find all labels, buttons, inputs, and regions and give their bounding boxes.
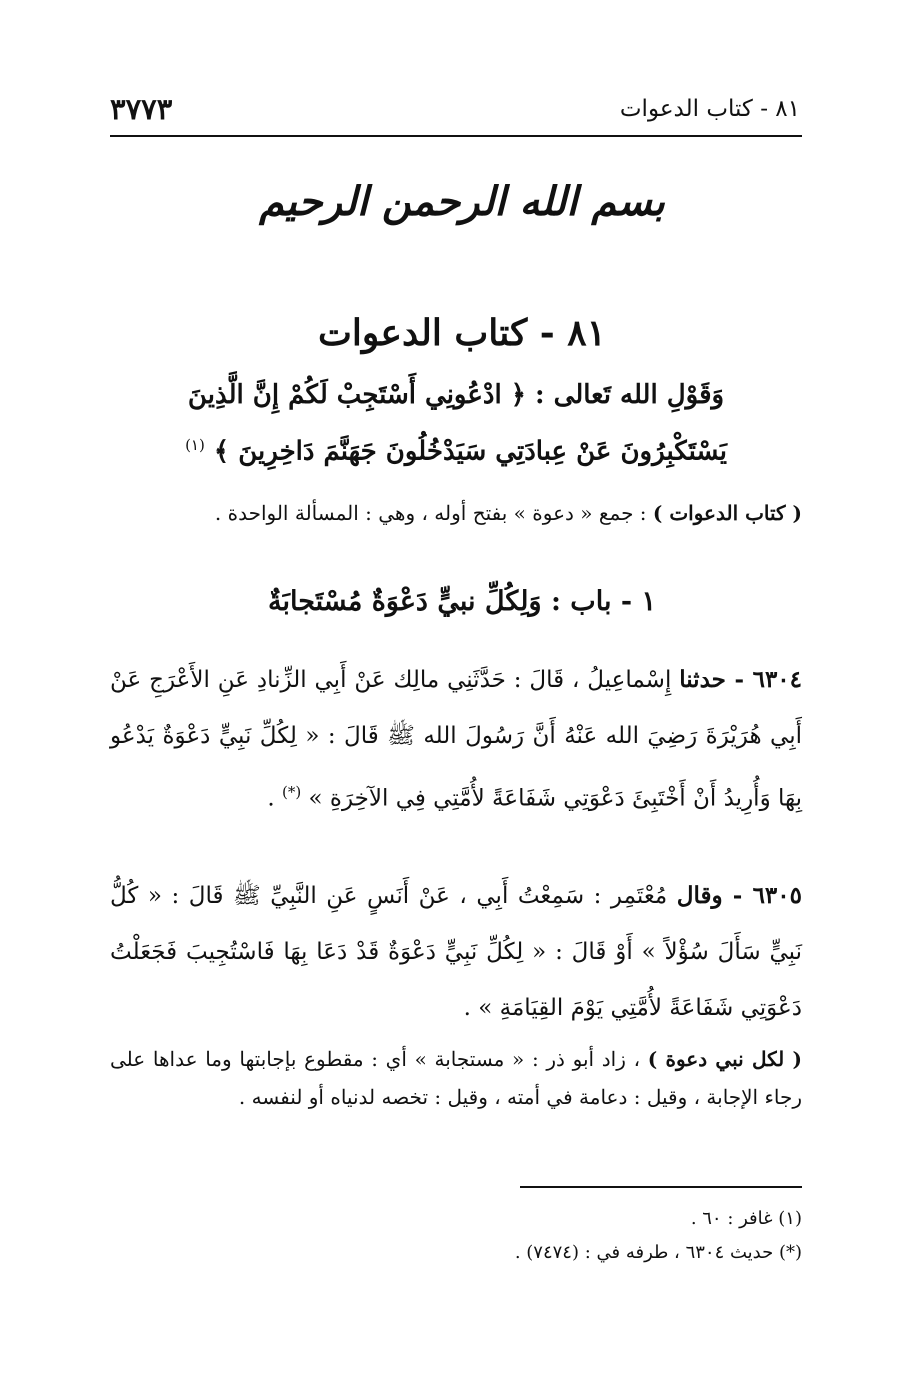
page-header bbox=[110, 92, 800, 132]
quran-verse-line-1 bbox=[110, 380, 802, 410]
commentary-text: : جمع « دعوة » بفتح أوله ، وهي : المسألة الواحدة . bbox=[214, 501, 653, 525]
basmala-calligraphy: بسم الله الرحمن الرحيم bbox=[259, 178, 665, 225]
hadith-6304-number: ٦٣٠٤ - حدثنا bbox=[679, 666, 803, 693]
chapter-title: ٨١ - كتاب الدعوات bbox=[318, 312, 606, 354]
verse-text-1: وَقَوْلِ الله تَعالى : ﴿ ادْعُونِي أَسْتَجِبْ لَكُمْ إِنَّ الَّذِينَ bbox=[187, 380, 725, 410]
running-title: ٨١ - كتاب الدعوات bbox=[619, 96, 800, 122]
footnote-divider bbox=[520, 1186, 802, 1188]
commentary-lemma: ( كتاب الدعوات ) bbox=[652, 501, 802, 525]
commentary-text-2: ، زاد أبو ذر : « مستجابة » أي : مقطوع بإجابتها وما عداها على رجاء الإجابة ، وقيل : دعامة في أمته ، وقيل : تخصه لدنياه أو لنفسه . bbox=[110, 1047, 802, 1109]
footnote-ref-1: (١) bbox=[185, 436, 205, 454]
verse-text-2: يَسْتَكْبِرُونَ عَنْ عِبادَتِي سَيَدْخُلُونَ جَهَنَّمَ دَاخِرِينَ ﴾ bbox=[213, 436, 727, 467]
footnote-ref-star: (*) bbox=[282, 783, 302, 801]
footnote-1: (١) غافر : ٦٠ . bbox=[690, 1208, 802, 1229]
hadith-6304 bbox=[110, 652, 802, 827]
page-number: ٣٧٧٣ bbox=[110, 92, 173, 126]
commentary-chapter bbox=[110, 494, 802, 532]
hadith-6305-number: ٦٣٠٥ - وقال bbox=[676, 882, 802, 909]
quran-verse-line-2 bbox=[110, 436, 802, 467]
hadith-6304-text: إِسْماعِيلُ ، قَالَ : حَدَّثَنِي مالِك عَنْ أَبِي الزِّنادِ عَنِ الأَعْرَجِ عَنْ أَبِي هُرَيْرَةَ رَضِيَ الله عَنْهُ أَنَّ رَسُولَ الله ﷺ قَالَ : « لِكُلِّ نَبِيٍّ دَعْوَةٌ يَدْعُو بِهَا وَأُرِيدُ أَنْ أَخْتَبِئَ دَعْوَتِي شَفَاعَةً لأُمَّتِي فِي الآخِرَةِ » bbox=[110, 667, 802, 812]
commentary-bab bbox=[110, 1040, 802, 1116]
hadith-6305-text: مُعْتَمِر : سَمِعْتُ أَبِي ، عَنْ أَنَسٍ عَنِ النَّبِيِّ ﷺ قَالَ : « كُلُّ نَبِيٍّ سَأَلَ سُؤْلاً » أَوْ قَالَ : « لِكُلِّ نَبِيٍّ دَعْوَةٌ قَدْ دَعَا بِهَا فَاسْتُجِيبَ فَجَعَلْتُ دَعْوَتِي شَفَاعَةً لأُمَّتِي يَوْمَ القِيَامَةِ » . bbox=[110, 883, 802, 1021]
commentary-lemma-2: ( لكل نبي دعوة ) bbox=[647, 1047, 802, 1071]
hadith-6305 bbox=[110, 868, 802, 1036]
bab-title: ١ - باب : وَلِكُلِّ نبيٍّ دَعْوَةٌ مُسْتَجابَةٌ bbox=[267, 586, 656, 617]
hadith-6304-end: . bbox=[267, 785, 282, 812]
footnote-2: (*) حديث ٦٣٠٤ ، طرفه في : (٧٤٧٤) . bbox=[514, 1242, 802, 1263]
header-divider bbox=[110, 135, 802, 137]
